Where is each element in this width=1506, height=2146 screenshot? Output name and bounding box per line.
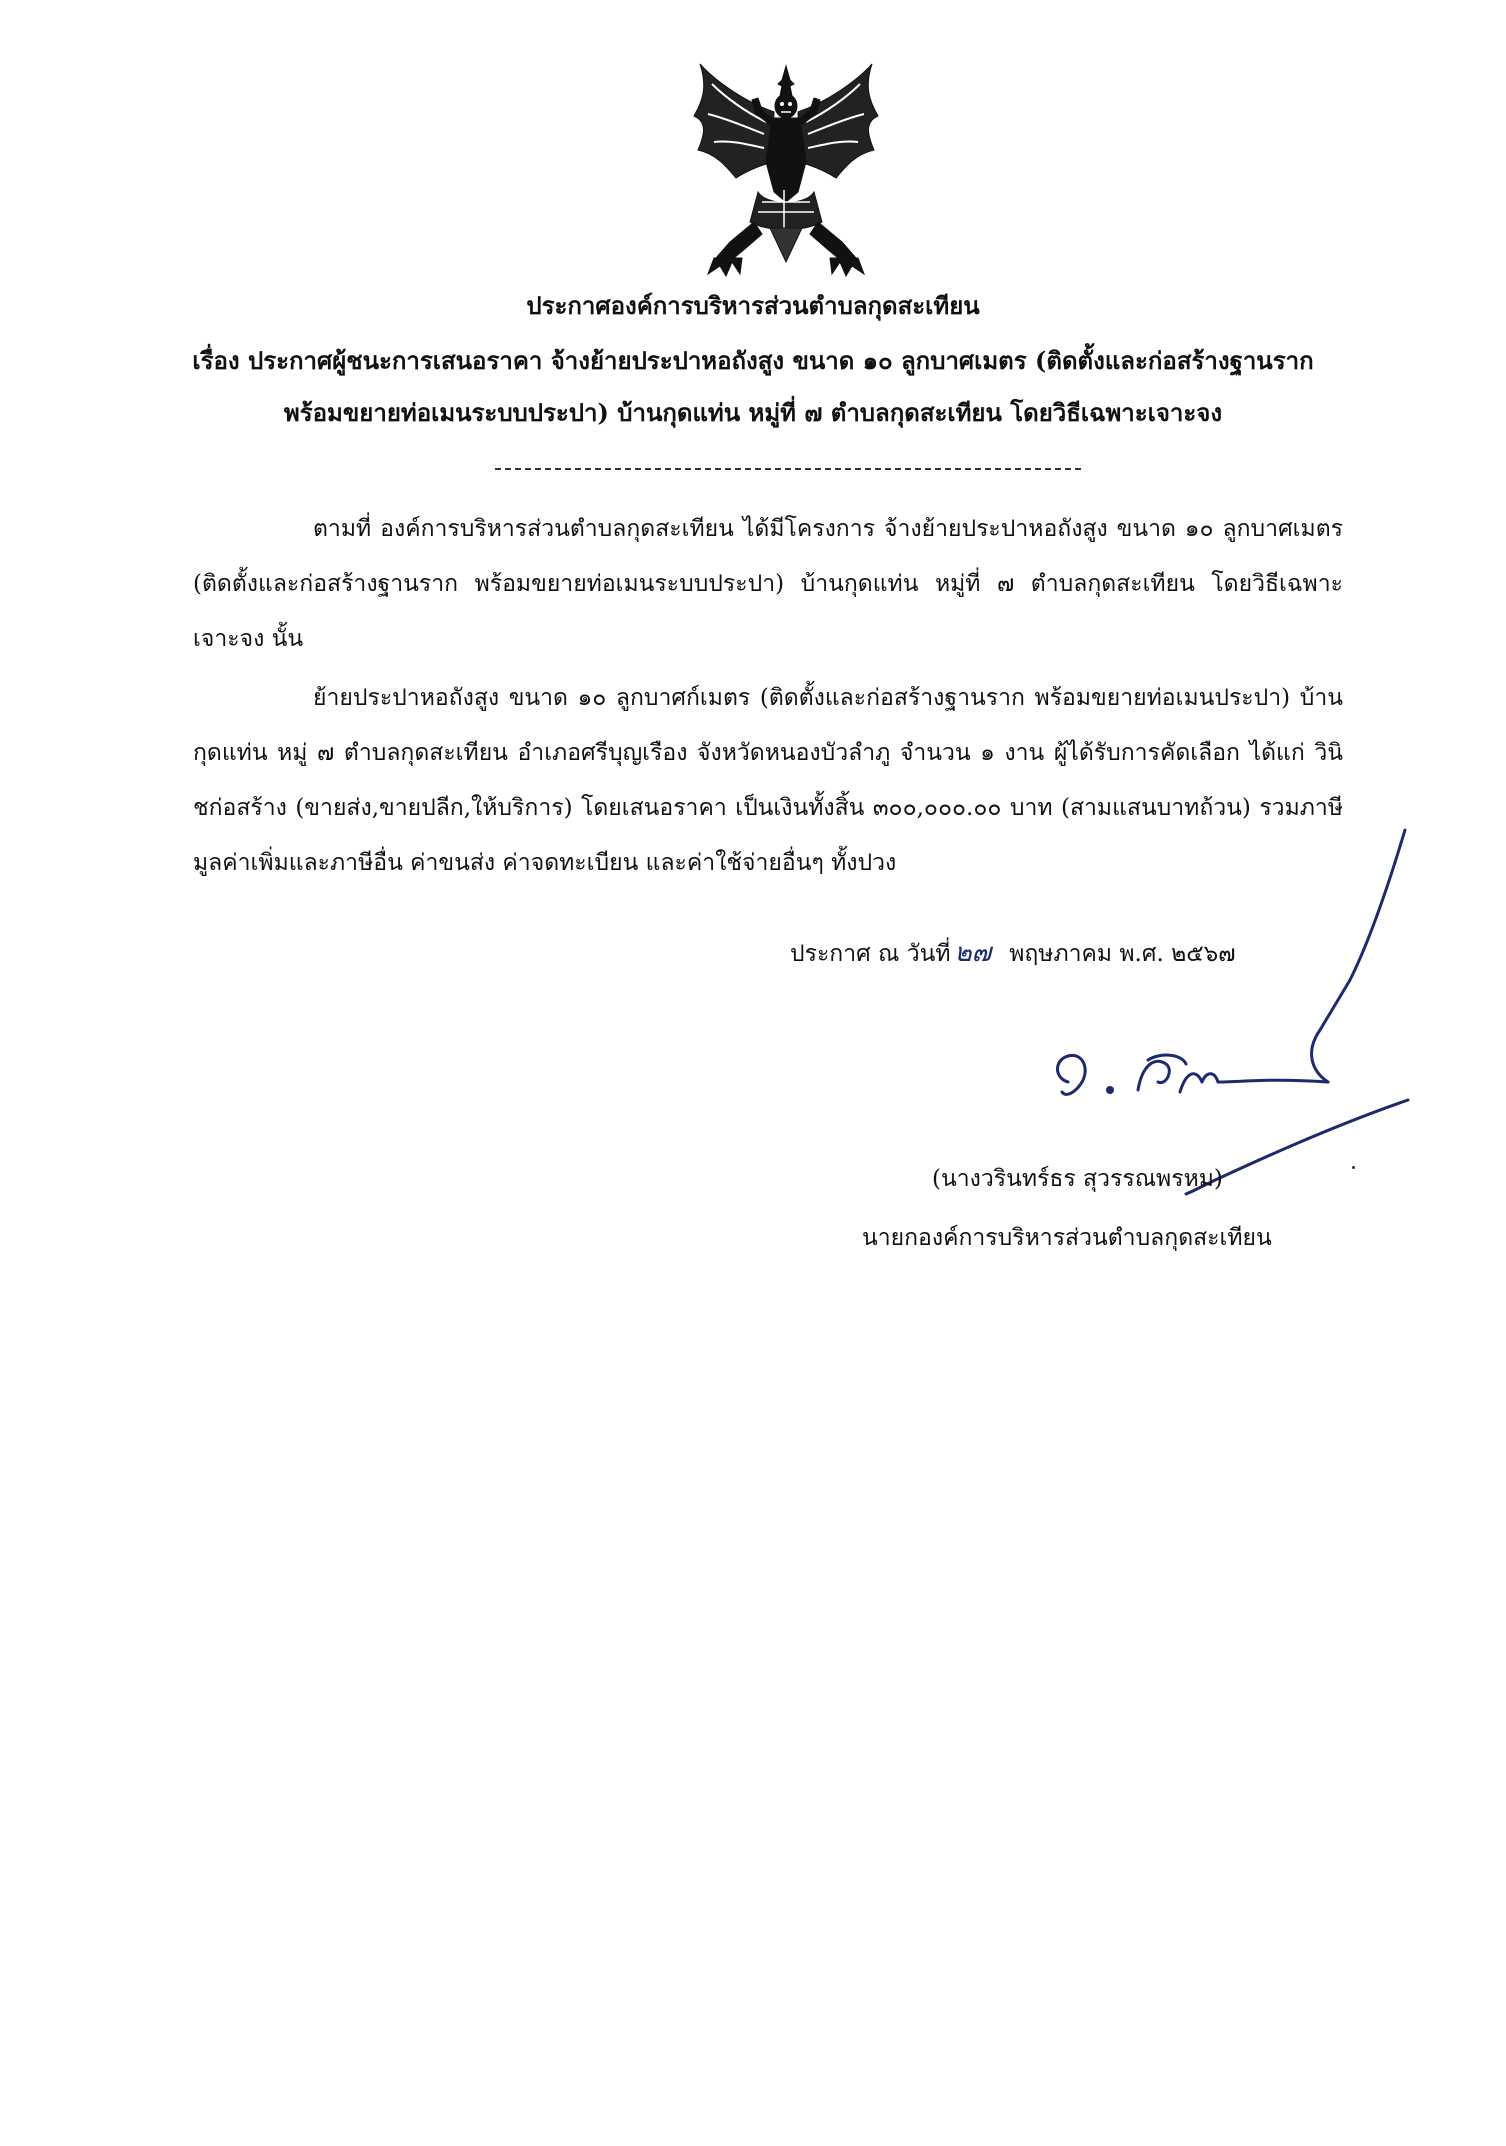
body-paragraph-2-text: ย้ายประปาหอถังสูง ขนาด ๑๐ ลูกบาศก์เมตร (ติดตั้งและก่อสร้างฐานราก พร้อมขยายท่อเมนประปา) บ้านกุดแท่น หมู่ ๗ ตำบลกุดสะเทียน อำเภอศรีบุญเรือง จังหวัดหนองบัวลำภู จำนวน ๑ งาน ผู้ได้รับการคัดเลือก ได้แก่ วินิชก่อสร้าง (ขายส่ง,ขายปลีก,ให้บริการ) โดยเสนอราคา เป็นเงินทั้งสิ้น ๓๐๐,๐๐๐.๐๐ บาท (สามแสนบาทถ้วน) รวมภาษีมูลค่าเพิ่มและภาษีอื่น ค่าขนส่ง ค่าจดทะเบียน และค่าใช้จ่ายอื่นๆ ทั้งปวง bbox=[193, 685, 1343, 876]
signer-title: นายกองค์การบริหารส่วนตำบลกุดสะเทียน bbox=[862, 1225, 1272, 1251]
dashed-divider bbox=[495, 468, 1081, 470]
subject-line-1: เรื่อง ประกาศผู้ชนะการเสนอราคา จ้างย้ายประปาหอถังสูง ขนาด ๑๐ ลูกบาศเมตร (ติดตั้งและก่อสร้างฐานราก bbox=[192, 346, 1314, 375]
announcement-title: ประกาศองค์การบริหารส่วนตำบลกุดสะเทียน bbox=[526, 291, 980, 320]
date-month-year: พฤษภาคม พ.ศ. ๒๕๖๗ bbox=[1009, 941, 1236, 967]
subject-line-2: พร้อมขยายท่อเมนระบบประปา) บ้านกุดแท่น หมู่ที่ ๗ ตำบลกุดสะเทียน โดยวิธีเฉพาะเจาะจง bbox=[283, 398, 1223, 427]
body-paragraph-1-text: ตามที่ องค์การบริหารส่วนตำบลกุดสะเทียน ได้มีโครงการ จ้างย้ายประปาหอถังสูง ขนาด ๑๐ ลูกบาศเมตร (ติดตั้งและก่อสร้างฐานราก พร้อมขยายท่อเมนระบบประปา) บ้านกุดแท่น หมู่ที่ ๗ ตำบลกุดสะเทียน โดยวิธีเฉพาะเจาะจง นั้น bbox=[193, 516, 1343, 652]
signature-dot bbox=[1352, 1166, 1355, 1169]
date-prefix: ประกาศ ณ วันที่ bbox=[790, 941, 951, 967]
signer-name: (นางวรินทร์ธร สุวรรณพรหม) bbox=[932, 1166, 1223, 1192]
body-paragraph-1 bbox=[193, 502, 1343, 667]
garuda-emblem-icon bbox=[686, 62, 886, 277]
handwritten-signature-icon bbox=[1010, 820, 1420, 1200]
handwritten-day: ๒๗ bbox=[954, 938, 992, 968]
